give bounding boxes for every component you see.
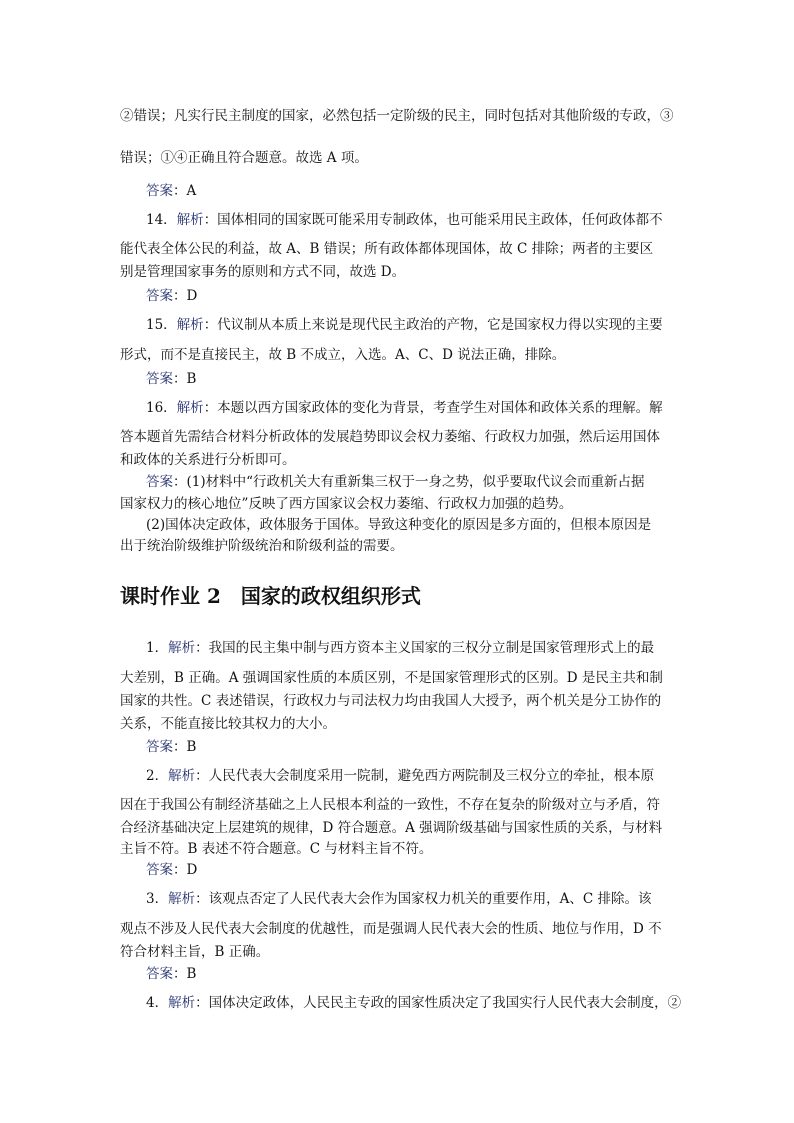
answer-line: 答案：D	[146, 288, 198, 304]
analysis-line	[146, 212, 663, 228]
answer-label: 答案	[146, 371, 173, 387]
answer-label: 答案	[146, 183, 173, 199]
question-number: 4．	[146, 995, 169, 1011]
text-line: 错误；①④正确且符合题意。故选 A 项。	[120, 150, 368, 166]
text-line: 因在于我国公有制经济基础之上人民根本利益的一致性，不存在复杂的阶级对立与矛盾，符	[120, 797, 660, 813]
analysis-line	[146, 400, 663, 416]
text-line: 主旨不符。B 表述不符合题意。C 与材料主旨不符。	[120, 841, 433, 857]
text-line: 能代表全体公民的利益，故 A、B 错误；所有政体都体现国体，故 C 排除；两者的主要区	[120, 241, 654, 257]
answer-text: ：(1)材料中“行政机关大有重新集三权于一身之势，似乎要取代议会而重新占据	[173, 474, 645, 490]
answer-line: 答案：B	[146, 966, 197, 982]
analysis-line	[146, 995, 681, 1011]
analysis-text: ：国体相同的国家既可能采用专制政体，也可能采用民主政体，任何政体都不	[203, 212, 663, 228]
text-line: 观点不涉及人民代表大会制度的优越性，而是强调人民代表大会的性质、地位与作用，D 不	[120, 921, 662, 937]
analysis-line	[146, 640, 654, 656]
answer-label: 答案	[146, 288, 173, 304]
answer-value: B	[186, 966, 197, 982]
analysis-label: 解析	[176, 212, 204, 228]
answer-line: 答案：B	[146, 371, 197, 387]
analysis-text: ：国体决定政体，人民民主专政的国家性质决定了我国实行人民代表大会制度，②	[195, 995, 682, 1011]
analysis-line	[146, 317, 663, 333]
question-number: 16．	[146, 400, 177, 416]
answer-line: 答案：A	[146, 183, 197, 199]
analysis-text: ：代议制从本质上来说是现代民主政治的产物，它是国家权力得以实现的主要	[203, 317, 663, 333]
text-line: 国家权力的核心地位”反映了西方国家议会权力萎缩、行政权力加强的趋势。	[120, 496, 573, 512]
analysis-label: 解析	[176, 317, 204, 333]
text-line: ②错误；凡实行民主制度的国家，必然包括一定阶级的民主，同时包括对其他阶级的专政，③	[120, 108, 674, 124]
text-line: 答案：D	[146, 862, 198, 878]
text-line: 出于统治阶级维护阶级统治和阶级利益的需要。	[120, 538, 404, 554]
answer-line	[146, 474, 645, 490]
answer-line: 答案：B	[146, 739, 197, 755]
question-number: 15．	[146, 317, 177, 333]
answer-label: 答案	[146, 862, 173, 878]
analysis-label: 解析	[168, 768, 196, 784]
text-line: 国家的共性。C 表述错误，行政权力与司法权力均由我国人大授予，两个机关是分工协作的	[120, 693, 662, 709]
analysis-label: 解析	[168, 891, 196, 907]
analysis-line	[146, 891, 651, 907]
text-line: 合经济基础决定上层建筑的规律，D 符合题意。A 强调阶级基础与国家性质的关系，与材料	[120, 820, 663, 836]
text-line: 和政体的关系进行分析即可。	[120, 452, 296, 468]
text-line: 答本题首先需结合材料分析政体的发展趋势即议会权力萎缩、行政权力加强，然后运用国体	[120, 429, 660, 445]
analysis-line	[146, 768, 654, 784]
text-line: 关系，不能直接比较其权力的大小。	[120, 716, 336, 732]
answer-label: 答案	[146, 739, 173, 755]
analysis-label: 解析	[176, 400, 204, 416]
analysis-label: 解析	[168, 640, 196, 656]
answer-value: B	[186, 739, 197, 755]
section-heading: 课时作业 2 国家的政权组织形式	[120, 584, 421, 608]
question-number: 3．	[146, 891, 169, 907]
text-line: 符合材料主旨，B 正确。	[120, 944, 270, 960]
analysis-text: ：该观点否定了人民代表大会作为国家权力机关的重要作用，A、C 排除。该	[195, 891, 652, 907]
analysis-text: ：人民代表大会制度采用一院制，避免西方两院制及三权分立的牵扯，根本原	[195, 768, 655, 784]
question-number: 2．	[146, 768, 169, 784]
answer-value: B	[186, 371, 197, 387]
question-number: 14．	[146, 212, 177, 228]
answer-label: 答案	[146, 474, 173, 490]
text-line: 别是管理国家事务的原则和方式不同，故选 D。	[120, 264, 406, 280]
text-line: 形式，而不是直接民主，故 B 不成立，入选。A、C、D 说法正确，排除。	[120, 347, 566, 363]
analysis-label: 解析	[168, 995, 196, 1011]
answer-value: A	[186, 183, 197, 199]
answer-value: D	[186, 862, 198, 878]
answer-value: D	[186, 288, 198, 304]
answer-label: 答案	[146, 966, 173, 982]
text-line: 大差别，B 正确。A 强调国家性质的本质区别，不是国家管理形式的区别。D 是民主共和制	[120, 670, 663, 686]
question-number: 1．	[146, 640, 169, 656]
analysis-text: ：我国的民主集中制与西方资本主义国家的三权分立制是国家管理形式上的最	[195, 640, 655, 656]
text-line: (2)国体决定政体，政体服务于国体。导致这种变化的原因是多方面的，但根本原因是	[146, 517, 652, 533]
analysis-text: ：本题以西方国家政体的变化为背景，考查学生对国体和政体关系的理解。解	[203, 400, 663, 416]
